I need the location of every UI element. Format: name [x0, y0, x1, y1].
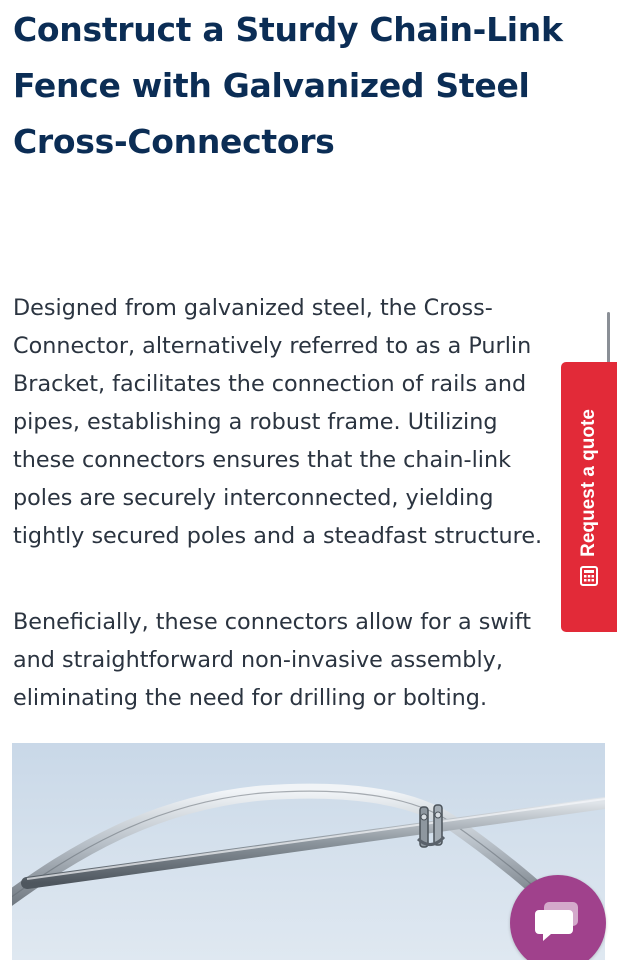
- page-title: Construct a Sturdy Chain-Link Fence with Galvanized Steel Cross-Connectors: [13, 10, 563, 161]
- chat-button[interactable]: [510, 875, 606, 960]
- article-body: [13, 251, 613, 755]
- request-quote-button[interactable]: [561, 362, 617, 632]
- calculator-icon: [580, 566, 598, 586]
- article-paragraph-1: Designed from galvanized steel, the Cross- Connector, alternatively referred to as a Purlin Bracket, facilitates the connection of rails and pipes, establishing a robust frame. Utilizing these connectors ensures that the chain-link poles are securely interconnected, yielding tightly secured poles and a steadfast structure.: [13, 295, 543, 549]
- chat-bubble-icon: [535, 900, 581, 946]
- request-quote-label: Request a quote: [578, 409, 599, 557]
- article-paragraph-2: Beneficially, these connectors allow for a swift and straightforward non-invasive assembly, eliminating the need for drilling or bolting.: [13, 609, 531, 711]
